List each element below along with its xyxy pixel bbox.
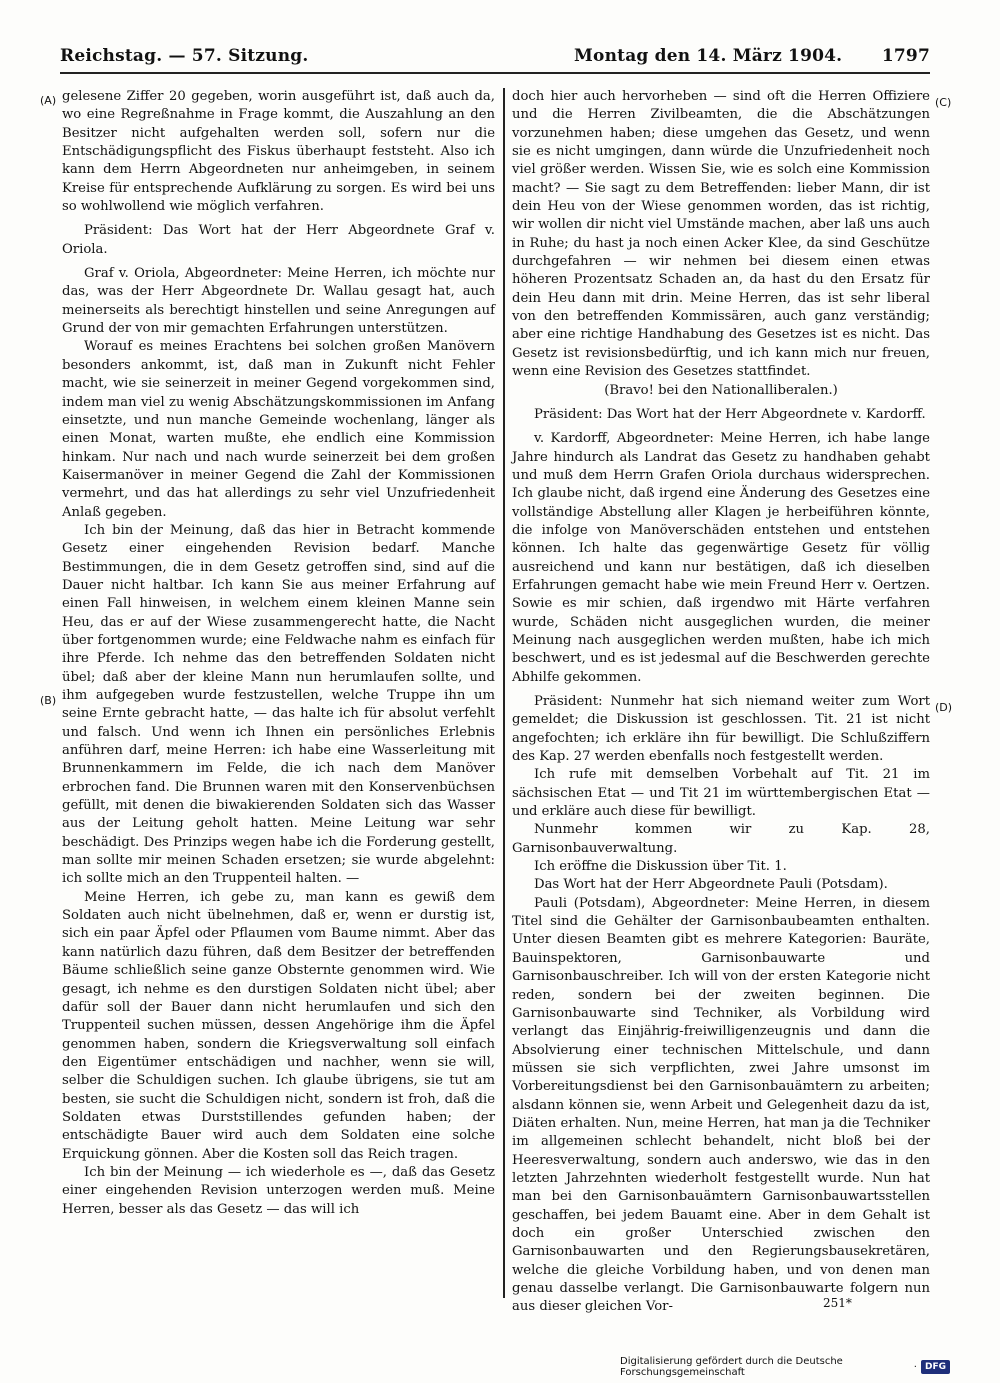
margin-marker-a: (A) bbox=[40, 94, 57, 107]
header-left: Reichstag. — 57. Sitzung. bbox=[60, 46, 309, 66]
header-date: Montag den 14. März 1904. bbox=[574, 46, 843, 66]
right-column bbox=[512, 88, 930, 1315]
page-header bbox=[60, 46, 930, 66]
paragraph-speaker: Pauli (Potsdam), Abgeordneter: Meine Herren, in diesem Titel sind die Gehälter der Garnisonbaubeamten enthalten. Unter diesen Beamten gibt es mehrere Kategorien: Bauräte, Bauinspektoren, Garnisonbauwarte und Garnisonbauschreiber. Ich will von der ersten Kategorie nicht reden, sondern bei der zweiten beginnen. Die Garnisonbauwarte sind Techniker, als Vorbildung wird verlangt das Einjährig-freiwilligenzeugnis und dann die Absolvierung einer technischen Mittelschule, und dann müssen sie sich verpflichten, zwei Jahre umsonst im Vorbereitungsdienst bei den Garnisonbauämtern zu arbeiten; alsdann können sie, wenn Arbeit und Gelegenheit dazu da ist, Diäten erhalten. Nun, meine Herren, hat man ja die Techniker im allgemeinen schlecht behandelt, nicht bloß bei der Heeresverwaltung, sondern auch anderswo, wie das in den letzten Jahrzehnten wiederholt festgestellt wurde. Nun hat man bei den Garnisonbauämtern Garnisonbauwartsstellen geschaffen, bei jedem Bauamt eine. Aber in dem Gehalt ist doch ein großer Unterschied zwischen den Garnisonbauwarten und den Regierungsbausekretären, welche die gleiche Vorbildung haben, und von denen man genau dasselbe verlangt. Die Garnisonbauwarte folgern nun aus dieser gleichen Vor- bbox=[512, 895, 930, 1315]
margin-marker-b: (B) bbox=[40, 694, 57, 707]
footer-text: Digitalisierung gefördert durch die Deutsche Forschungsgemeinschaft bbox=[620, 1356, 843, 1378]
paragraph: Ich rufe mit demselben Vorbehalt auf Tit. 21 im sächsischen Etat — und Tit 21 im württembergischen Etat — und erkläre auch diese für bewilligt. bbox=[512, 767, 930, 820]
paragraph: Worauf es meines Erachtens bei solchen großen Manövern besonders ankommt, ist, daß man in Zukunft nicht Fehler macht, wie sie seinerzeit in meiner Gegend vorgekommen sind, indem man viel zu wenig Abschätzungskommissionen im Anfang einsetzte, und nun manche Gemeinde wochenlang, länger als einen Monat, warten mußte, ehe endlich eine Kommission hinkam. Nur nach und nach wurde seinerzeit bei dem großen Kaisermanöver in meiner Gegend die Zahl der Kommissionen vermehrt, und das hat allerdings zu sehr viel Unzufriedenheit Anlaß gegeben. bbox=[62, 339, 495, 520]
paragraph-speaker: Präsident: Nunmehr hat sich niemand weiter zum Wort gemeldet; die Diskussion ist geschlossen. Tit. 21 ist nicht angefochten; ich erkläre ihn für bewilligt. Die Schlußziffern des Kap. 27 werden ebenfalls noch festgestellt werden. bbox=[512, 694, 930, 765]
page-number: 1797 bbox=[881, 46, 930, 66]
paragraph: Meine Herren, ich gebe zu, man kann es gewiß dem Soldaten auch nicht übelnehmen, daß er, wenn er durstig ist, sich ein paar Äpfel oder Pflaumen vom Baume nimmt. Aber das kann natürlich dazu führen, daß dem Besitzer der betreffenden Bäume schließlich seine ganze Obsternte genommen wird. Wie gesagt, ich nehme es den durstigen Soldaten nicht übel; aber dafür soll der Bauer dann nicht herumlaufen und sich den Truppenteil suchen müssen, dessen Angehörige ihm die Äpfel genommen haben, sondern die Kriegsverwaltung soll einfach den Eigentümer entschädigen und nachher, wenn sie will, selber die Schuldigen suchen. Ich glaube übrigens, sie tut am besten, sie sucht die Schuldigen nicht, sondern ist froh, daß die Soldaten etwas Durststillendes gefunden haben; der entschädigte Bauer wird auch dem Soldaten eine solche Erquickung gönnen. Aber die Kosten soll das Reich tragen. bbox=[62, 889, 495, 1162]
paragraph-speaker: Graf v. Oriola, Abgeordneter: Meine Herren, ich möchte nur das, was der Herr Abgeordnete Dr. Wallau gesagt hat, auch meinerseits als berechtigt hinstellen und seine Anregungen auf Grund der von mir gemachten Erfahrungen unterstützen. bbox=[62, 266, 495, 337]
paragraph: gelesene Ziffer 20 gegeben, worin ausgeführt ist, daß auch da, wo eine Regreßnahme in Frage kommt, die Auszahlung an den Besitzer nicht aufgehalten werden soll, sofern nur die Entschädigungspflicht des Fiskus überhaupt feststeht. Also ich kann dem Herrn Abgeordneten nur anheimgeben, in seinem Kreise für entsprechende Aufklärung zu sorgen. Es wird bei uns so wohlwollend wie möglich verfahren. bbox=[62, 89, 495, 215]
paragraph-speaker: v. Kardorff, Abgeordneter: Meine Herren, ich habe lange Jahre hindurch als Landrat das Gesetz zu handhaben gehabt und muß dem Herrn Grafen Oriola durchaus widersprechen. Ich glaube nicht, daß irgend eine Änderung des Gesetzes eine vollständige Abstellung aller Klagen je herbeiführen könnte, die infolge von Manöverschäden entstehen und entstehen können. Ich halte das gegenwärtige Gesetz für völlig ausreichend und kann nur bestätigen, daß ich dieselben Erfahrungen gemacht habe wie mein Freund Herr v. Oertzen. Sowie es mir schien, daß irgendwo mit Härte verfahren wurde, Schäden nicht ausgeglichen wurden, die meiner Meinung nach ausgeglichen werden mußten, habe ich mich beschwert, und es ist jedesmal auf die Beschwerden gerechte Abhilfe gekommen. bbox=[512, 431, 930, 685]
left-column bbox=[62, 88, 495, 1303]
paragraph: Ich bin der Meinung, daß das hier in Betracht kommende Gesetz einer eingehenden Revision bedarf. Manche Bestimmungen, die in dem Gesetz getroffen sind, sind auf die Dauer nicht haltbar. Ich kann Sie aus meiner Erfahrung auf einen Fall hinweisen, in welchem einem kleinen Manne sein Heu, das er auf der Wiese zusammengerecht hatte, die Nacht über fortgenommen wurde; eine Feldwache nahm es einfach für ihre Pferde. Ich nehme das den betreffenden Soldaten nicht übel; daß aber der kleine Mann nun herumlaufen sollte, und ihm aufgegeben wurde festzustellen, welche Truppe ihn um seine Ernte gebracht hatte, — das halte ich für absolut verfehlt und falsch. Und wenn ich Ihnen ein persönliches Erlebnis anführen darf, meine Herren: ich habe eine Wasserleitung mit Brunnenkammern im Felde, die ich nach dem Manöver erbrochen fand. Die Brunnen waren mit den Konservenbüchsen gefüllt, mit denen die biwakierenden Soldaten sich das Wasser aus der Leitung geholt hatten. Meine Leitung war sehr beschädigt. Des Prinzips wegen habe ich die Forderung gestellt, man sollte mir meinen Schaden ersetzen; sie wurde abgelehnt: ich sollte mich an den Truppenteil halten. — bbox=[62, 522, 495, 887]
sheet-mark: 251* bbox=[823, 1296, 852, 1310]
paragraph: Das Wort hat der Herr Abgeordnete Pauli (Potsdam). bbox=[534, 877, 888, 893]
footer-credit: Digitalisierung gefördert durch die Deutsche Forschungsgemeinschaft · DFG bbox=[620, 1356, 950, 1378]
margin-marker-d: (D) bbox=[935, 701, 953, 714]
interjection: (Bravo! bei den Nationalliberalen.) bbox=[604, 382, 838, 398]
margin-marker-c: (C) bbox=[935, 96, 952, 109]
header-rule bbox=[60, 72, 930, 74]
paragraph-speaker: Präsident: Das Wort hat der Herr Abgeordnete Graf v. Oriola. bbox=[62, 223, 495, 257]
paragraph: Ich bin der Meinung — ich wiederhole es —, daß das Gesetz einer eingehenden Revision unterzogen werden muß. Meine Herren, besser als das Gesetz — das will ich bbox=[62, 1164, 495, 1217]
paragraph-speaker: Präsident: Das Wort hat der Herr Abgeordnete v. Kardorff. bbox=[534, 406, 926, 422]
column-rule bbox=[503, 88, 505, 1298]
dfg-logo-icon: DFG bbox=[921, 1360, 950, 1374]
paragraph: doch hier auch hervorheben — sind oft die Herren Offiziere und die Herren Zivilbeamten, die die Abschätzungen vorzunehmen haben; diese umgehen das Gesetz, und wenn sie es nicht umgingen, dann würde die Unzufriedenheit noch viel größer werden. Wissen Sie, wie es solch eine Kommission macht? — Sie sagt zu dem Betreffenden: lieber Mann, dir ist dein Heu von der Wiese genommen worden, das ist richtig, wir wollen dir nicht viel Umstände machen, aber laß uns auch in Ruhe; du hast ja noch einen Acker Klee, da sind Geschütze durchgefahren — wir nehmen bei diesem einen etwas höheren Prozentsatz Schaden an, da hast du den Ersatz für dein Heu dann mit drin. Meine Herren, das ist sehr liberal von den betreffenden Kommissären, auch ganz verständig; aber eine richtige Handhabung des Gesetzes ist es nicht. Das Gesetz ist revisionsbedürftig, und ich kann mich nur freuen, wenn eine Revision des Gesetzes stattfindet. bbox=[512, 89, 930, 380]
paragraph: Nunmehr kommen wir zu Kap. 28, Garnisonbauverwaltung. bbox=[512, 822, 930, 856]
paragraph: Ich eröffne die Diskussion über Tit. 1. bbox=[534, 859, 787, 875]
